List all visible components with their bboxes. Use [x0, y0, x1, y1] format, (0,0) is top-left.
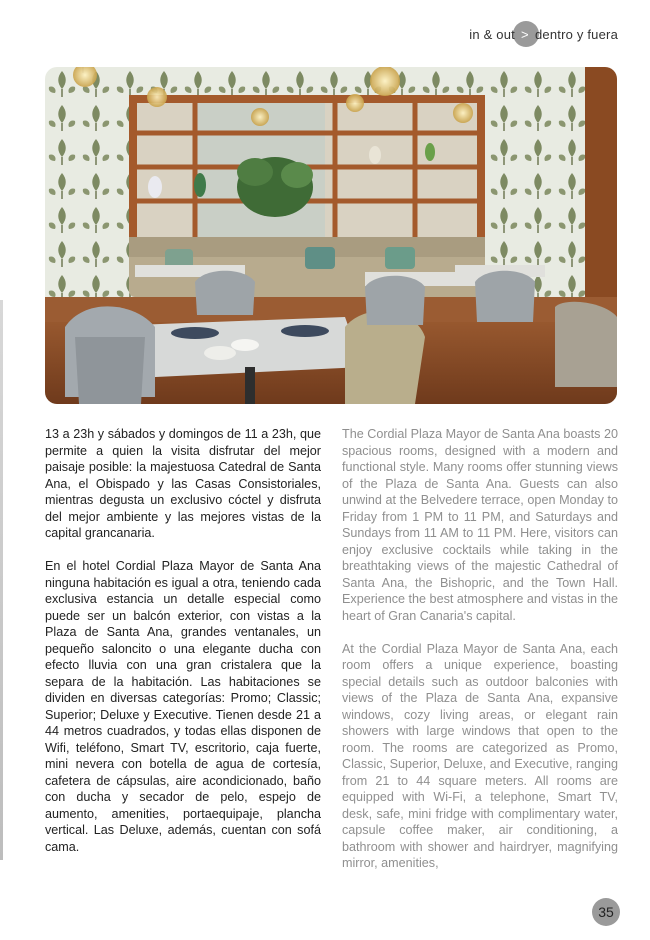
header-separator-glyph: >	[520, 26, 529, 42]
page-number: 35	[598, 904, 614, 920]
restaurant-photo-illustration	[45, 67, 617, 404]
header-separator	[515, 21, 533, 47]
page-edge-shadow	[0, 300, 3, 860]
english-column	[342, 426, 618, 888]
english-paragraph-1: The Cordial Plaza Mayor de Santa Ana boasts 20 spacious rooms, designed with a modern and functional style. Many rooms offer stunning views of the Plaza de Santa Ana. Guests can also unwind at the Belvedere terrace, open Monday to Friday from 1 PM to 11 PM, and Saturdays and Sundays from 11 AM to 11 PM. Here, visitors can enjoy exclusive cocktails while taking in the breathtaking views of the majestic Cathedral of Santa Ana, the Bishopric, and the Town Hall. Experience the best atmosphere and vistas in the heart of Gran Canaria's capital.	[342, 427, 618, 623]
page-number-badge	[592, 898, 620, 926]
spanish-paragraph-1: 13 a 23h y sábados y domingos de 11 a 23h, que permite a quien la visita disfrutar del mejor paisaje posible: la majestuosa Catedral de Santa Ana, el Obispado y las Casas Consistoriales, mientras degusta un exclusivo cóctel y disfruta del mejor ambiente y las mejores vistas de la capital grancanaria.	[45, 427, 321, 540]
spanish-paragraph-2: En el hotel Cordial Plaza Mayor de Santa Ana ninguna habitación es igual a otra, teniendo cada exclusiva estancia un detalle especial como puede ser un balcón exterior, con vistas a la Plaza de Santa Ana, grandes ventanales, un pequeño saloncito o una elegante ducha con efecto lluvia con una gran cristalera que la separa de la habitación. Las habitaciones se dividen en diversas categorías: Promo; Classic; Superior; Deluxe y Executive. Tienen desde 21 a 44 metros cuadrados, y todas ellas disponen de Wifi, teléfono, Smart TV, escritorio, caja fuerte, mini nevera con botella de agua de cortesía, cafetera de cápsulas, aire acondicionado, baño con ducha y secador de pelo, espejo de aumento, amenities, portaequipaje, plancha vertical. Las Deluxe, además, cuentan con sofá cama.	[45, 559, 321, 854]
english-paragraph-2: At the Cordial Plaza Mayor de Santa Ana, each room offers a unique experience, boasting special details such as outdoor balconies with views of the Plaza de Santa Ana, expansive windows, cozy living areas, or elegant rain showers with large windows that open to the room. The rooms are categorized as Promo, Classic, Superior, Deluxe, and Executive, ranging from 21 to 44 square meters. All rooms are equipped with Wi-Fi, a telephone, Smart TV, desk, safe, mini fridge with complimentary water, capsule coffee maker, air conditioning, a bathroom with shower and hairdryer, magnifying mirror, amenities,	[342, 641, 618, 870]
restaurant-photo	[45, 67, 617, 404]
section-header	[469, 22, 618, 46]
header-part-1: in & out	[469, 26, 515, 42]
spanish-column	[45, 426, 321, 872]
header-part-2: dentro y fuera	[534, 26, 618, 42]
